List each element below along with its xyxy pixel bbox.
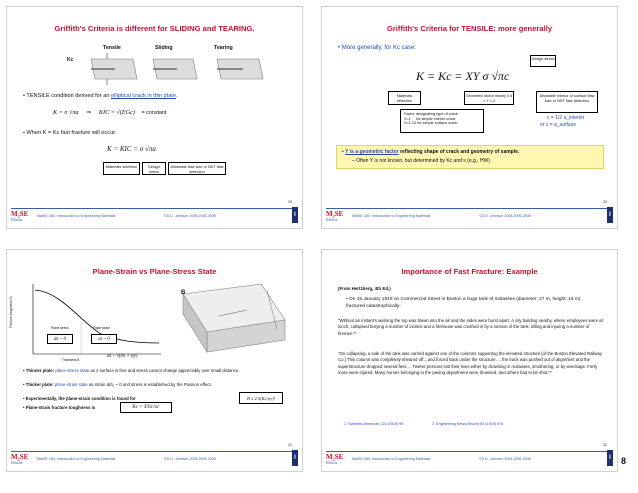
course-title: MatSE 280: Introduction to Engineering Materials [37, 457, 116, 461]
equation-2: K = KIC = σ √πa [107, 145, 156, 153]
bullet-tensile: • TENSILE condition derived for an elliptical crack in thin plate. [23, 93, 178, 99]
thickness-condition-formula: B ≥ 2.5(Kc/σy)² [239, 392, 283, 404]
slide-title: Griffith's Criteria for TENSILE: more generally [386, 24, 553, 33]
bullet-thicker-plate: • Thicker plate: plane-strain state as strain Δl/l₀ ~ 0 and stress is established by the Poisson effect. [23, 382, 212, 387]
slide-32 [321, 249, 618, 472]
b-label: B [181, 290, 186, 296]
slide-number: 31 [288, 443, 292, 447]
slide-number: 32 [603, 443, 607, 447]
fracture-modes-diagram [77, 51, 277, 91]
mode-tearing-label: Tearing [214, 45, 233, 51]
copyright: ©D.D. Johnson 2004,2006-2008 [479, 457, 531, 461]
illinois-logo: I [292, 450, 298, 466]
bullet-molasses-tank: • On 15 January 1919 on Commercial Street in Boston a huge tank of molasses (diameter: 27 m, height: 15 m) fractured catastrophically: [346, 297, 581, 309]
handout-page-number: 8 [621, 456, 627, 466]
equation-1: K = σ √πa ⇒ KIC = √(EGc) = constant [53, 109, 167, 116]
materials-selection-box: Materials selection [103, 162, 140, 175]
x-axis-label: Thickness B [62, 358, 80, 362]
slide-29 [6, 6, 303, 229]
bullet-fast-fracture: • When K = Kc fast fracture will occur: [23, 130, 117, 136]
slide-footer [11, 208, 298, 225]
epsilon-z-zero-box: εz ~ 0 [91, 334, 117, 344]
c-interior-note: c = 1/2 a_interior [547, 115, 585, 121]
crack-type-factor-box: Factor designating type of crack X=1 for simple interior crack X=1.12 for simple surface crack. [400, 109, 484, 133]
quote-paragraph-1: "Without an instant's warning the top was blown into the air and the sides were burst apart. A city building nearby, where employees were at lunch, collapsed burying a number of victims and a firehouse was crushed in by a section of the tank, killing and injuring a number of firemen."¹ [338, 318, 603, 336]
design-stress-box: Design stress [142, 162, 166, 175]
mode-tensile-label: Tensile [103, 45, 121, 51]
plane-strain-label: Plane strain [93, 326, 110, 330]
sigma-z-zero-box: σz ~ 0 [47, 334, 73, 344]
slide-footer [326, 451, 613, 468]
allowable-flaw-box: Allowable flaw size or NDT flaw detection [168, 162, 226, 175]
slide-footer [326, 208, 613, 225]
kc-equation: K = Kc = XY σ √πc [416, 69, 510, 83]
elliptical-crack-link[interactable]: elliptical crack in thin plate [110, 93, 176, 99]
mse-logo: M₂SE Illinois [11, 453, 29, 465]
source-citation: (From Hertzberg, 4th Ed.) [338, 286, 391, 291]
toughness-vs-thickness-plot [21, 282, 171, 362]
mode-sliding-label: Sliding [155, 45, 173, 51]
sigma-z-formula: σz ~ ν(σx + σy) [107, 354, 138, 359]
course-title: MatSE 280: Introduction to Engineering Materials [37, 214, 116, 218]
bullet-thinner-plate: • Thinner plate: plane-stress state as z-surface is free and stress cannot change appreciably over small distance. [23, 368, 240, 373]
reference-2: 2. Engineering News-Record 82 (1919) 974. [432, 422, 505, 426]
plate-geometry-diagram [177, 280, 292, 370]
mse-logo: M₂SE Illinois [326, 453, 344, 465]
y-axis-label: Fracture toughness Kc [9, 295, 13, 328]
slide-31 [6, 249, 303, 472]
geometric-factor-box: Geometric factor mostly 0.5 < Y < 2 [464, 91, 514, 105]
slide-number: 29 [288, 200, 292, 204]
allowable-flaw-box: Allowable interior or surface flaw size or NDT flaw detection [536, 91, 598, 113]
design-stress-box: Design stress [530, 55, 556, 67]
slide-title: Griffith's Criteria is different for SLIDING and TEARING. [54, 24, 255, 33]
slide-30 [321, 6, 618, 229]
quote-paragraph-2: "On collapsing, a side of the tank was carried against one of the columns supporting the elevated structure [of the Boston Elevated Railway Co.] This column was completely sheared off…and forced back under the structure…. the track was pushed out of alignment and the superstructure dropped several feet…. Twelve persons lost their lives either by drowning in molasses, smothering, or by wreckage. Forty more were injured. Many horses belonging to the paving department were drowned, and others had to be shot."² [338, 351, 603, 375]
reference-1: 1. Scientific American 120 (1919) 99. [344, 422, 405, 426]
callout-line-1: • Y is a geometric factor reflecting shape of crack and geometry of sample. [342, 149, 520, 155]
illinois-logo: I [607, 207, 613, 223]
copyright: ©D.D. Johnson 2004,2006-2008 [164, 214, 216, 218]
bullet-plane-strain-condition: • Experimentally, the plane-strain condition is found for [23, 396, 136, 401]
course-title: MatSE 280: Introduction to Engineering Materials [352, 457, 431, 461]
bullet-plane-strain-toughness: • Plane-strain fracture toughness is [23, 405, 96, 410]
c-surface-note: or c = a_surface [540, 122, 576, 128]
course-title: MatSE 280: Introduction to Engineering Materials [352, 214, 431, 218]
materials-selection-box: Materials selection [388, 91, 421, 105]
illinois-logo: I [292, 207, 298, 223]
slide-footer [11, 451, 298, 468]
slide-number: 30 [603, 200, 607, 204]
mse-logo: M₂SE Illinois [326, 210, 344, 222]
copyright: ©D.D. Johnson 2004,2006-2008 [479, 214, 531, 218]
copyright: ©D.D. Johnson 2004,2006-2008 [164, 457, 216, 461]
kc-label: Kc [67, 57, 74, 63]
toughness-formula-box: Kc = XYσ√πc [120, 402, 172, 413]
mse-logo: M₂SE Illinois [11, 210, 29, 222]
slide-title: Plane-Strain vs Plane-Stress State [92, 267, 217, 276]
slide-title: Importance of Fast Fracture: Example [401, 267, 538, 276]
illinois-logo: I [607, 450, 613, 466]
plane-stress-label: Plane stress [51, 326, 69, 330]
bullet-kc-case: • More generally, for Kc case: [338, 45, 417, 51]
callout-line-2: – Often Y is not known, but determined by Kc and s (e.g., HW) [352, 158, 490, 164]
geometric-factor-callout [336, 145, 604, 169]
